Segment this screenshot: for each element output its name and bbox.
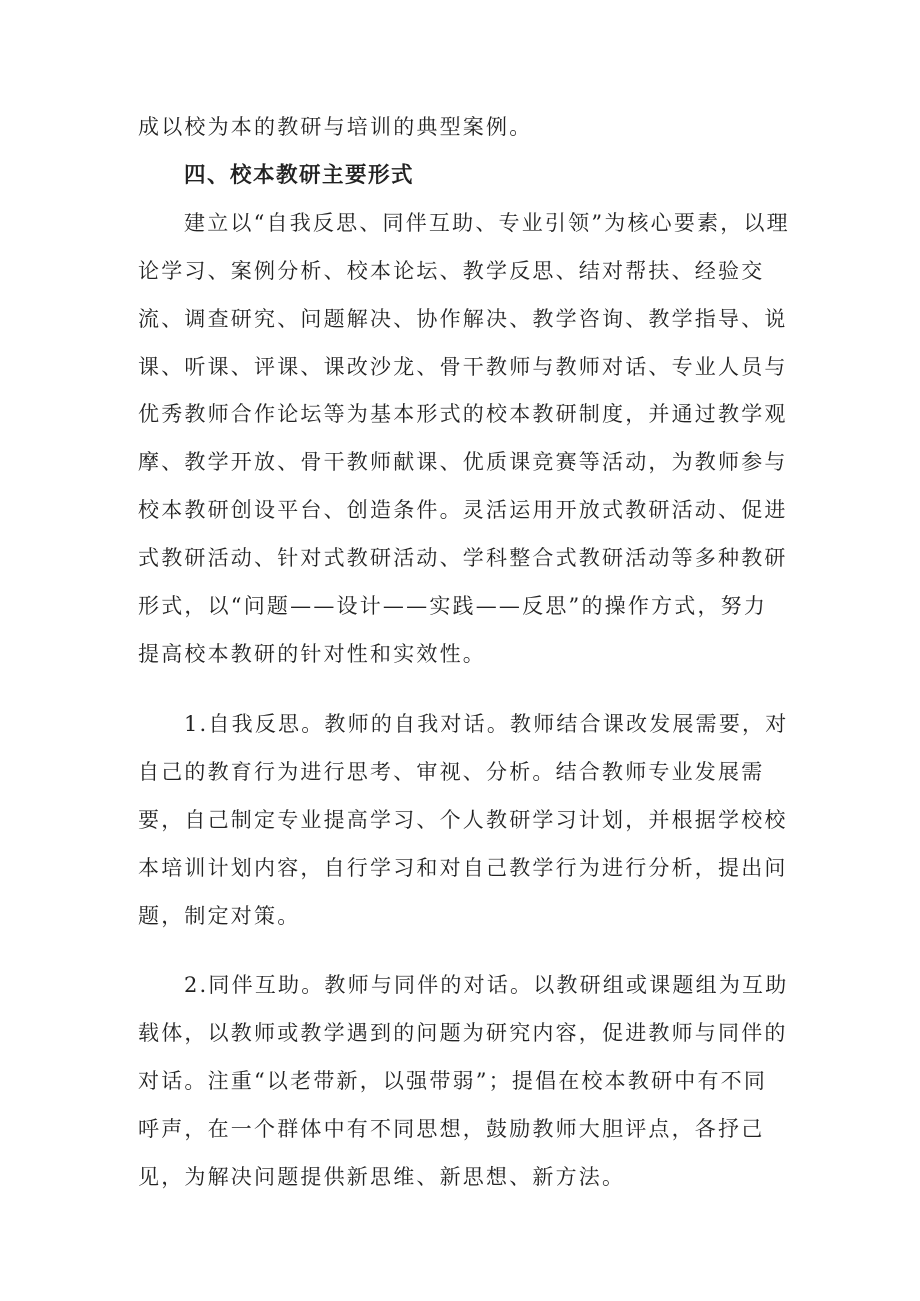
section-heading: 四、校本教研主要形式 <box>184 162 415 188</box>
main-paragraph: 建立以“自我反思、同伴互助、专业引领”为核心要素，以理论学习、案例分析、校本论坛、教学反思、结对帮扶、经验交流、调查研究、问题解决、协作解决、教学咨询、教学指导、说课、听课、评课、课改沙龙、骨干教师与教师对话、专业人员与优秀教师合作论坛等为基本形式的校本教研制度，并通过教学观摩、教学开放、骨干教师献课、优质课竞赛等活动，为教师参与校本教研创设平台、创造条件。灵活运用开放式教研活动、促进式教研活动、针对式教研活动、学科整合式教研活动等多种教研形式，以“问题——设计——实践——反思”的操作方式，努力提高校本教研的针对性和实效性。 <box>138 210 790 666</box>
intro-line: 成以校为本的教研与培训的典型案例。 <box>138 115 533 139</box>
item-self-reflection: 1.自我反思。教师的自我对话。教师结合课改发展需要，对自己的教育行为进行思考、审视、分析。结合教师专业发展需要，自己制定专业提高学习、个人教研学习计划，并根据学校校本培训计划内容，自行学习和对自己教学行为进行分析，提出问题，制定对策。 <box>138 711 789 928</box>
document-body <box>138 104 790 1202</box>
item-peer-support: 2.同伴互助。教师与同伴的对话。以教研组或课题组为互助载体，以教师或教学遇到的问题为研究内容，促进教师与同伴的对话。注重“以老带新，以强带弱”；提倡在校本教研中有不同呼声，在一个群体中有不同思想，鼓励教师大胆评点，各抒己见，为解决问题提供新思维、新思想、新方法。 <box>138 973 789 1190</box>
